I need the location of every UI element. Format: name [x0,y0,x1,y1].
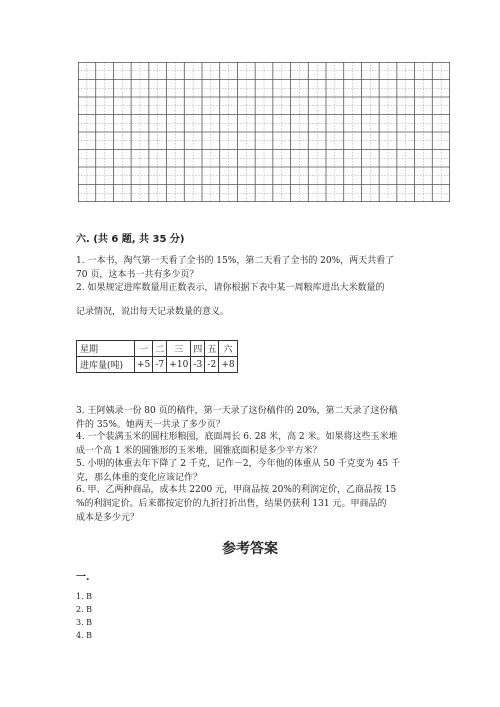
question-2-line-1: 2. 如果规定进库数量用正数表示，请你根据下表中某一周粮库进出大米数量的 [76,283,385,293]
answer-item: 4. B [76,631,93,640]
table-value: -7 [153,357,167,373]
question-6-line-1: 6. 甲、乙两种商品，成本共 2200 元，甲商品按 20%的利润定价，乙商品按 15 [76,485,397,495]
answer-list [76,590,92,642]
question-6-line-2: %的利润定价。后来都按定价的九折打折出售，结果仍获利 131 元。甲商品的 [76,499,387,509]
table-value: -3 [191,357,205,373]
question-6-line-3: 成本是多少元？ [76,513,140,523]
answer-item: 3. B [76,618,93,627]
question-5 [76,457,431,485]
table-day: 一 [135,341,153,357]
question-5-line-1: 5. 小明的体重去年下降了 2 千克，记作－2，今年他的体重从 50 千克变为 45 千 [76,459,400,469]
question-2 [76,281,431,319]
question-1 [76,254,431,282]
grain-record-table [76,340,238,373]
question-3 [76,404,431,432]
table-day: 六 [219,341,237,357]
table-row-label: 进库量(吨) [77,357,135,373]
question-4-line-2: 成一个高 1 米的圆锥形的玉米堆，圆锥底面积是多少平方米？ [76,446,322,456]
question-3-line-2: 件的 35%。她两天一共录了多少页？ [76,420,225,430]
section-6-title: 六. (共 6 题, 共 35 分) [76,234,185,245]
table-day: 二 [153,341,167,357]
table-header-label: 星期 [77,341,135,357]
answer-key-title: 参考答案 [222,541,278,557]
table-value: -2 [205,357,219,373]
answer-item: 2. B [76,605,93,614]
table-day: 三 [167,341,191,357]
question-5-line-2: 克，那么体重的变化应该记作？ [76,473,203,483]
answer-item: 1. B [76,592,93,601]
question-1-line-1: 1. 一本书，淘气第一天看了全书的 15%，第二天看了全书的 20%，两天共看了 [76,256,395,266]
question-3-line-1: 3. 王阿姨录一份 80 页的稿件，第一天录了这份稿件的 20%，第二天录了这份稿 [76,406,398,416]
writing-grid [78,62,450,202]
table-value: +8 [219,357,237,373]
writing-grid-lines [78,62,450,202]
question-4 [76,430,431,458]
question-1-line-2: 70 页，这本书一共有多少页？ [76,270,199,280]
table-value-row [77,357,238,373]
table-day: 四 [191,341,205,357]
question-4-line-1: 4. 一个装满玉米的圆柱形粮囤，底面周长 6. 28 米，高 2 米。如果将这些玉米堆 [76,432,398,442]
question-2-line-2: 记录情况，说出每天记录数量的意义。 [76,307,230,317]
table-value: +10 [167,357,191,373]
answer-section-label: 一. [76,572,90,583]
table-day: 五 [205,341,219,357]
table-header-row [77,341,238,357]
question-6 [76,483,431,525]
table-value: +5 [135,357,153,373]
